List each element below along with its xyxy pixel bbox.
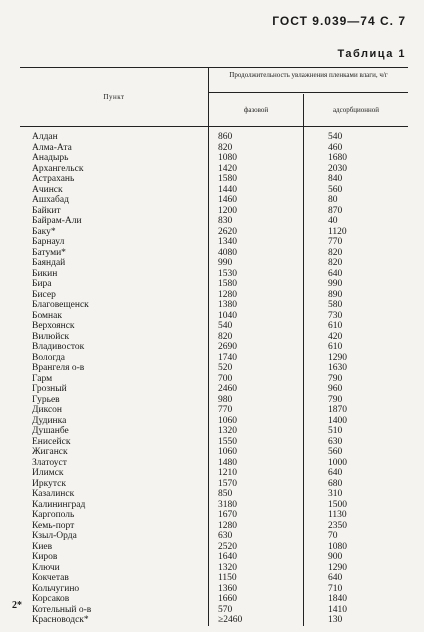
point-name: Душанбе: [32, 426, 69, 436]
point-name: Батуми*: [32, 247, 66, 258]
table-row: [20, 143, 408, 154]
phase-value: 1570: [218, 478, 237, 489]
point-name: Каргополь: [32, 510, 75, 520]
adsorption-value: 2350: [328, 520, 347, 531]
point-name: Бисер: [32, 289, 56, 300]
adsorption-value: 890: [328, 289, 343, 300]
table-row: [20, 458, 408, 469]
adsorption-value: 420: [328, 331, 343, 342]
point-name: Кзыл-Орда: [32, 531, 77, 541]
point-name: Кольчугино: [32, 583, 80, 594]
phase-value: 1080: [218, 153, 237, 163]
point-name: Красноводск*: [32, 615, 89, 625]
phase-value: 4080: [218, 247, 237, 258]
adsorption-value: 310: [328, 489, 343, 499]
phase-value: ≥2460: [218, 615, 243, 625]
phase-value: 1480: [218, 457, 237, 468]
adsorption-value: 640: [328, 268, 343, 279]
adsorption-value: 610: [328, 342, 343, 352]
point-name: Иркутск: [32, 478, 66, 489]
table-row: [20, 605, 408, 616]
point-name: Гурьев: [32, 394, 60, 405]
adsorption-value: 770: [328, 237, 343, 247]
point-name: Казалинск: [32, 489, 75, 499]
table-row: [20, 216, 408, 227]
phase-value: 1580: [218, 279, 237, 289]
phase-value: 1150: [218, 573, 237, 583]
adsorption-value: 1120: [328, 226, 347, 237]
phase-value: 990: [218, 258, 233, 268]
adsorption-value: 1080: [328, 541, 347, 552]
point-name: Байкит: [32, 205, 61, 216]
phase-value: 1420: [218, 163, 237, 174]
table-row: [20, 594, 408, 605]
point-name: Архангельск: [32, 163, 84, 174]
phase-value: 1530: [218, 268, 237, 279]
phase-value: 860: [218, 132, 233, 142]
table-row: [20, 269, 408, 280]
adsorption-value: 820: [328, 258, 343, 268]
page-mark: 2*: [12, 600, 22, 611]
phase-value: 1640: [218, 552, 237, 562]
adsorption-value: 610: [328, 321, 343, 331]
table-row: [20, 437, 408, 448]
point-name: Кокчетав: [32, 573, 69, 583]
adsorption-value: 510: [328, 426, 343, 436]
point-name: Вологда: [32, 352, 65, 363]
table-row: [20, 468, 408, 479]
point-name: Илимск: [32, 468, 64, 478]
table-body: [20, 127, 408, 626]
phase-value: 540: [218, 321, 233, 331]
point-name: Киров: [32, 552, 58, 562]
table-row: [20, 395, 408, 406]
point-name: Баяндай: [32, 258, 66, 268]
adsorption-value: 70: [328, 531, 338, 541]
table-row: [20, 185, 408, 196]
adsorption-value: 840: [328, 174, 343, 184]
adsorption-value: 460: [328, 142, 343, 153]
phase-value: 820: [218, 331, 233, 342]
phase-value: 1580: [218, 174, 237, 184]
point-name: Златоуст: [32, 457, 67, 468]
point-name: Астрахань: [32, 174, 75, 184]
table-header: [20, 68, 408, 127]
table-row: [20, 384, 408, 395]
point-name: Жиганск: [32, 447, 68, 457]
phase-value: 1360: [218, 583, 237, 594]
adsorption-value: 790: [328, 373, 343, 384]
adsorption-value: 1680: [328, 153, 347, 163]
adsorption-value: 640: [328, 573, 343, 583]
adsorption-value: 900: [328, 552, 343, 562]
point-name: Киев: [32, 541, 53, 552]
adsorption-value: 1130: [328, 510, 347, 520]
adsorption-value: 560: [328, 184, 343, 195]
phase-value: 850: [218, 489, 233, 499]
phase-value: 1460: [218, 195, 237, 205]
point-name: Вилюйск: [32, 331, 70, 342]
adsorption-value: 1500: [328, 499, 347, 510]
table-row: [20, 227, 408, 238]
point-name: Анадырь: [32, 153, 69, 163]
adsorption-value: 1290: [328, 352, 347, 363]
adsorption-value: 1870: [328, 405, 347, 415]
phase-value: 830: [218, 216, 233, 226]
page-header: ГОСТ 9.039—74 С. 7: [272, 14, 406, 28]
point-name: Владивосток: [32, 342, 85, 352]
table-row: [20, 332, 408, 343]
phase-value: 1740: [218, 352, 237, 363]
table-row: [20, 573, 408, 584]
point-name: Баку*: [32, 226, 56, 237]
table-row: [20, 426, 408, 437]
column-header-phase: фазовой: [209, 94, 304, 126]
adsorption-value: 990: [328, 279, 343, 289]
adsorption-value: 870: [328, 205, 343, 216]
point-name: Кемь-порт: [32, 520, 75, 531]
phase-value: 570: [218, 604, 233, 615]
phase-value: 2460: [218, 384, 237, 394]
table-title: Таблица 1: [337, 48, 406, 60]
adsorption-value: 1630: [328, 363, 347, 373]
point-name: Гарм: [32, 373, 53, 384]
table-row: [20, 311, 408, 322]
adsorption-value: 80: [328, 195, 338, 205]
table-row: [20, 521, 408, 532]
phase-value: 1670: [218, 510, 237, 520]
adsorption-value: 1410: [328, 604, 347, 615]
adsorption-value: 630: [328, 436, 343, 447]
point-name: Енисейск: [32, 436, 71, 447]
table-row: [20, 531, 408, 542]
phase-value: 1340: [218, 237, 237, 247]
phase-value: 2620: [218, 226, 237, 237]
adsorption-value: 1840: [328, 594, 347, 604]
table-row: [20, 584, 408, 595]
point-name: Калининград: [32, 499, 86, 510]
point-name: Верхоянск: [32, 321, 75, 331]
point-name: Бикин: [32, 268, 58, 279]
table-row: [20, 563, 408, 574]
phase-value: 1550: [218, 436, 237, 447]
adsorption-value: 960: [328, 384, 343, 394]
point-name: Котельный о-в: [32, 604, 92, 615]
table-row: [20, 615, 408, 626]
table-row: [20, 195, 408, 206]
phase-value: 770: [218, 405, 233, 415]
adsorption-value: 40: [328, 216, 338, 226]
phase-value: 520: [218, 363, 233, 373]
table-row: [20, 290, 408, 301]
phase-value: 3180: [218, 499, 237, 510]
phase-value: 980: [218, 394, 233, 405]
adsorption-value: 1290: [328, 562, 347, 573]
phase-value: 1280: [218, 289, 237, 300]
table-row: [20, 237, 408, 248]
table-row: [20, 174, 408, 185]
adsorption-value: 710: [328, 583, 343, 594]
table-row: [20, 321, 408, 332]
phase-value: 2690: [218, 342, 237, 352]
column-header-point: Пункт: [20, 68, 209, 126]
phase-value: 1380: [218, 300, 237, 310]
phase-value: 1040: [218, 310, 237, 321]
point-name: Бомнак: [32, 310, 62, 321]
adsorption-value: 1400: [328, 415, 347, 426]
adsorption-value: 580: [328, 300, 343, 310]
table-row: [20, 206, 408, 217]
table-row: [20, 353, 408, 364]
table-row: [20, 510, 408, 521]
phase-value: 1320: [218, 426, 237, 436]
adsorption-value: 790: [328, 394, 343, 405]
point-name: Благовещенск: [32, 300, 89, 310]
data-table: [20, 67, 408, 626]
point-name: Алма-Ата: [32, 142, 72, 153]
phase-value: 1440: [218, 184, 237, 195]
adsorption-value: 1000: [328, 457, 347, 468]
table-row: [20, 164, 408, 175]
phase-value: 1200: [218, 205, 237, 216]
column-header-adsorption: адсорбционной: [332, 106, 380, 114]
phase-value: 1060: [218, 447, 237, 457]
phase-value: 630: [218, 531, 233, 541]
phase-value: 1210: [218, 468, 237, 478]
phase-value: 2520: [218, 541, 237, 552]
table-row: [20, 363, 408, 374]
phase-value: 1320: [218, 562, 237, 573]
table-row: [20, 342, 408, 353]
point-name: Ачинск: [32, 184, 63, 195]
table-row: [20, 153, 408, 164]
adsorption-value: 730: [328, 310, 343, 321]
point-name: Грозный: [32, 384, 67, 394]
table-row: [20, 132, 408, 143]
table-row: [20, 447, 408, 458]
point-name: Врангеля о-в: [32, 363, 85, 373]
adsorption-value: 680: [328, 478, 343, 489]
point-name: Ключи: [32, 562, 60, 573]
phase-value: 1660: [218, 594, 237, 604]
phase-value: 1060: [218, 415, 237, 426]
column-divider: [208, 127, 209, 626]
table-row: [20, 258, 408, 269]
table-row: [20, 279, 408, 290]
column-divider: [303, 127, 304, 626]
phase-value: 1280: [218, 520, 237, 531]
table-row: [20, 542, 408, 553]
adsorption-value: 820: [328, 247, 343, 258]
adsorption-value: 130: [328, 615, 343, 625]
adsorption-value: 560: [328, 447, 343, 457]
table-row: [20, 500, 408, 511]
adsorption-value: 640: [328, 468, 343, 478]
table-row: [20, 416, 408, 427]
table-row: [20, 552, 408, 563]
table-row: [20, 248, 408, 259]
table-row: [20, 479, 408, 490]
column-header-group: Продолжительность увлажнения пленками влаги, ч/г: [209, 68, 408, 93]
point-name: Ашхабад: [32, 195, 69, 205]
point-name: Корсаков: [32, 594, 70, 604]
phase-value: 700: [218, 373, 233, 384]
adsorption-value: 2030: [328, 163, 347, 174]
table-row: [20, 489, 408, 500]
table-row: [20, 300, 408, 311]
point-name: Бира: [32, 279, 52, 289]
adsorption-value: 540: [328, 132, 343, 142]
table-row: [20, 374, 408, 385]
point-name: Дудинка: [32, 415, 67, 426]
table-row: [20, 405, 408, 416]
phase-value: 820: [218, 142, 233, 153]
point-name: Байрам-Али: [32, 216, 82, 226]
point-name: Барнаул: [32, 237, 65, 247]
point-name: Диксон: [32, 405, 62, 415]
point-name: Алдан: [32, 132, 58, 142]
